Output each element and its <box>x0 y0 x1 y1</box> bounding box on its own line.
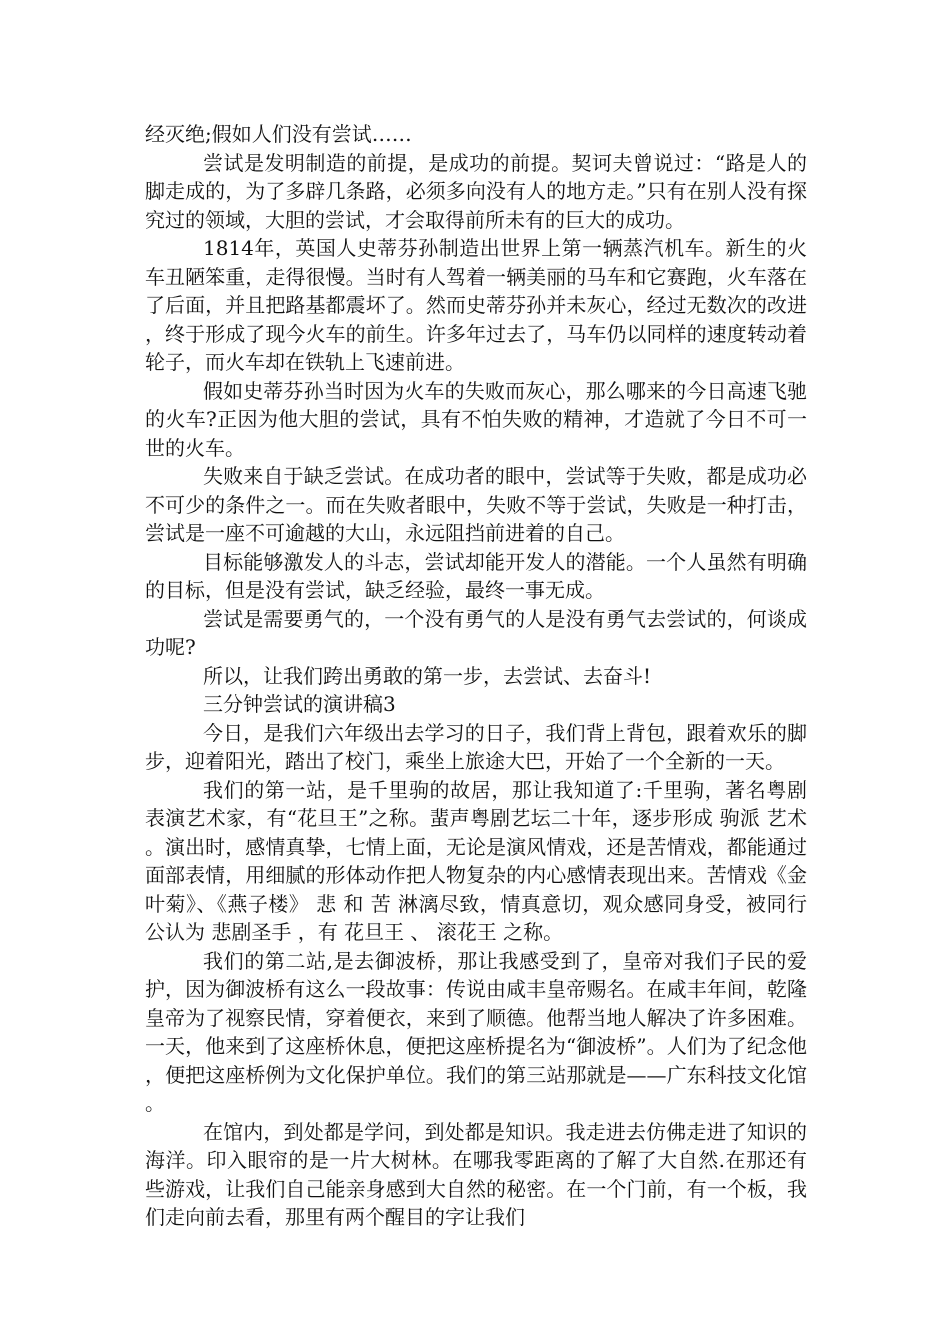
paragraph-6: 目标能够激发人的斗志，尝试却能开发人的潜能。一个人虽然有明确的目标，但是没有尝试，缺乏经验，最终一事无成。 <box>145 549 807 602</box>
paragraph-7: 尝试是需要勇气的，一个没有勇气的人是没有勇气去尝试的，何谈成功呢? <box>145 606 807 659</box>
paragraph-13: 在馆内，到处都是学问，到处都是知识。我走进去仿佛走进了知识的海洋。印入眼帘的是一片大树林。在哪我零距离的了解了大自然.在那还有些游戏，让我们自己能亲身感到大自然的秘密。在一个门前，有一个板，我们走向前去看，那里有两个醒目的字让我们 <box>145 1119 807 1229</box>
section-heading: 三分钟尝试的演讲稿3 <box>203 692 396 716</box>
paragraph-2: 尝试是发明制造的前提，是成功的前提。契诃夫曾说过：“路是人的脚走成的，为了多辟几条路，必须多向没有人的地方走。”只有在别人没有探究过的领域，大胆的尝试，才会取得前所未有的巨大的成功。 <box>145 150 807 232</box>
paragraph-12: 我们的第二站,是去御波桥，那让我感受到了，皇帝对我们子民的爱护，因为御波桥有这么一段故事：传说由咸丰皇帝赐名。在咸丰年间，乾隆皇帝为了视察民情，穿着便衣，来到了顺德。他帮当地人解决了许多困难。一天，他来到了这座桥休息，便把这座桥提名为“御波桥”。人们为了纪念他，便把这座桥例为文化保护单位。我们的第三站那就是——广东科技文化馆。 <box>145 948 807 1115</box>
document-page <box>145 120 807 1232</box>
paragraph-1: 经灭绝;假如人们没有尝试…… <box>145 122 412 146</box>
paragraph-3: 1814年，英国人史蒂芬孙制造出世界上第一辆蒸汽机车。新生的火车丑陋笨重，走得很慢。当时有人驾着一辆美丽的马车和它赛跑，火车落在了后面，并且把路基都震坏了。然而史蒂芬孙并未灰心，经过无数次的改进，终于形成了现今火车的前生。许多年过去了，马车仍以同样的速度转动着轮子，而火车却在铁轨上飞速前进。 <box>145 236 807 374</box>
paragraph-11: 我们的第一站，是千里驹的故居，那让我知道了:千里驹，著名粤剧表演艺术家，有“花旦王”之称。蜚声粤剧艺坛二十年，逐步形成 驹派 艺术。演出时，感情真挚，七情上面，无论是演风情戏，还是苦情戏，都能通过面部表情，用细腻的形体动作把人物复杂的内心感情表现出来。苦情戏《金叶菊》、《燕子楼》 悲 和 苦 淋漓尽致，情真意切，观众感同身受，被同行公认为 悲剧圣手 ，有 花旦王 、 滚花王 之称。 <box>145 777 807 944</box>
paragraph-4: 假如史蒂芬孙当时因为火车的失败而灰心，那么哪来的今日高速飞驰的火车?正因为他大胆的尝试，具有不怕失败的精神，才造就了今日不可一世的火车。 <box>145 378 807 460</box>
paragraph-10: 今日，是我们六年级出去学习的日子，我们背上背包，跟着欢乐的脚步，迎着阳光，踏出了校门，乘坐上旅途大巴，开始了一个全新的一天。 <box>145 720 807 773</box>
paragraph-8: 所以，让我们跨出勇敢的第一步，去尝试、去奋斗! <box>203 663 652 688</box>
paragraph-5: 失败来自于缺乏尝试。在成功者的眼中，尝试等于失败，都是成功必不可少的条件之一。而在失败者眼中，失败不等于尝试，失败是一种打击，尝试是一座不可逾越的大山，永远阻挡前进着的自己。 <box>145 464 807 545</box>
